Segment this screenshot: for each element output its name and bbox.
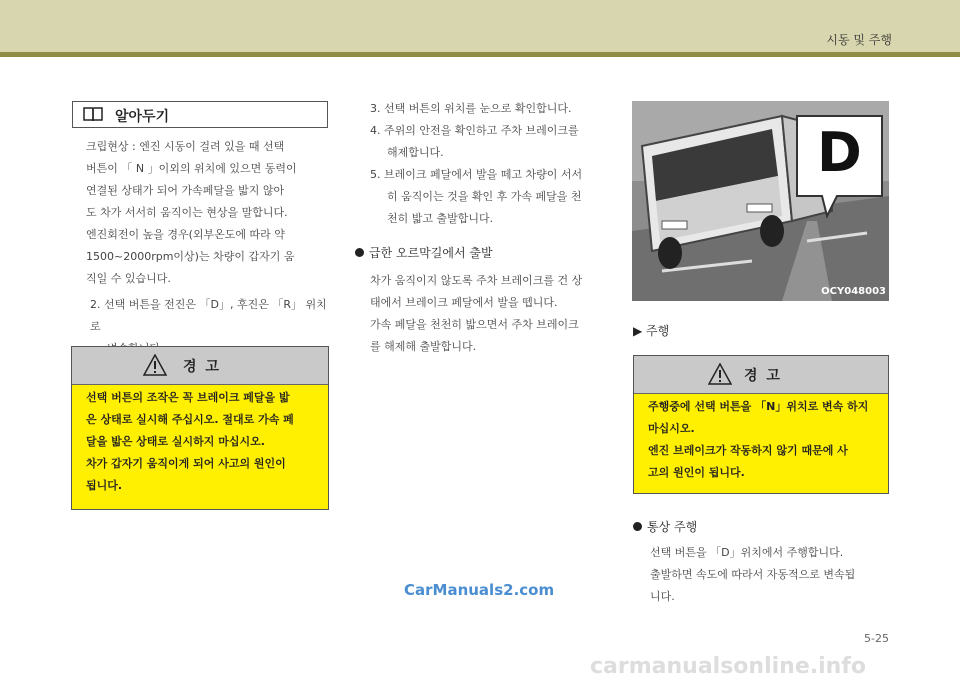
normal-line: 니다. (650, 590, 675, 603)
warning-line: 마십시오. (648, 422, 695, 435)
slope-heading (355, 244, 493, 261)
warning-line: 달을 밟은 상태로 실시하지 마십시오. (86, 435, 265, 448)
normal-line: 선택 버튼을 「D」위치에서 주행합니다. (650, 546, 844, 559)
note-box-title (72, 101, 328, 128)
warning-line: 됩니다. (86, 479, 123, 492)
slope-line: 태에서 브레이크 페달에서 발을 뗍니다. (370, 296, 558, 309)
slope-body (370, 270, 620, 358)
warning-triangle-icon (708, 363, 732, 385)
warning-header (634, 356, 888, 394)
warning-line: 주행중에 선택 버튼을 「N」위치로 변속 하지 (648, 400, 869, 413)
slope-line: 차가 움직이지 않도록 주차 브레이크를 건 상 (370, 274, 583, 287)
warning-body (634, 394, 888, 484)
step-line: 2. 선택 버튼을 전진은 「D」, 후진은 「R」 위치로 (90, 298, 327, 333)
note-line: 1500~2000rpm이상)는 차량이 갑자기 움 (86, 250, 295, 263)
book-icon (83, 106, 103, 126)
steps-mid (370, 98, 620, 230)
warning-line: 은 상태로 실시해 주십시오. 절대로 가속 페 (86, 413, 294, 426)
warning-line: 고의 원인이 됩니다. (648, 466, 745, 479)
slope-line: 를 해제해 출발합니다. (370, 340, 477, 353)
bus-photo (632, 101, 889, 301)
watermark: carmanualsonline.info (590, 654, 866, 679)
section-title: 시동 및 주행 (826, 33, 892, 47)
driving-heading: ▶ 주행 (633, 324, 670, 338)
page-number: 5-25 (864, 632, 889, 645)
warning-box-left (71, 346, 329, 510)
warning-body (72, 385, 328, 497)
warning-line: 엔진 브레이크가 작동하지 않기 때문에 사 (648, 444, 848, 457)
warning-box-right (633, 355, 889, 494)
note-line: 크립현상 : 엔진 시동이 걸려 있을 때 선택 (86, 140, 285, 153)
note-title: 알아두기 (115, 109, 170, 125)
normal-heading (633, 518, 697, 535)
note-line: 연결된 상태가 되어 가속페달을 밟지 않아 (86, 184, 285, 197)
step-line: 히 움직이는 것을 확인 후 가속 페달을 천 (387, 190, 582, 203)
note-line: 직일 수 있습니다. (86, 272, 171, 285)
warning-line: 선택 버튼의 조작은 꼭 브레이크 페달을 밟 (86, 391, 290, 404)
bullet-dot-icon (633, 522, 642, 531)
photo-code: OCY048003 (821, 286, 886, 297)
carmanuals-link[interactable]: CarManuals2.com (404, 581, 555, 599)
step-line: 5. 브레이크 페달에서 발을 떼고 차량이 서서 (370, 168, 583, 181)
normal-body (650, 542, 895, 608)
slope-heading-text: 급한 오르막길에서 출발 (369, 246, 493, 260)
note-line: 엔진회전이 높을 경우(외부온도에 따라 약 (86, 228, 285, 241)
header-band (0, 0, 960, 52)
step-line: 천히 밟고 출발합니다. (387, 212, 494, 225)
warning-label: 경 고 (744, 368, 782, 384)
warning-triangle-icon (143, 354, 167, 376)
bullet-dot-icon (355, 248, 364, 257)
step-line: 3. 선택 버튼의 위치를 눈으로 확인합니다. (370, 102, 572, 115)
warning-line: 차가 갑자기 움직이게 되어 사고의 원인이 (86, 457, 286, 470)
normal-line: 출발하면 속도에 따라서 자동적으로 변속됩 (650, 568, 856, 581)
step-line: 4. 주위의 안전을 확인하고 주차 브레이크를 (370, 124, 579, 137)
gear-letter: D (817, 121, 862, 184)
note-body (86, 136, 330, 290)
warning-header (72, 347, 328, 385)
header-rule (0, 52, 960, 57)
normal-heading-text: 통상 주행 (647, 520, 698, 534)
warning-label: 경 고 (183, 359, 221, 375)
step-line: 해제합니다. (387, 146, 444, 159)
note-line: 버튼이 「 N 」이외의 위치에 있으면 동력이 (86, 162, 297, 175)
note-line: 도 차가 서서히 움직이는 현상을 말합니다. (86, 206, 288, 219)
slope-line: 가속 페달을 천천히 밟으면서 주차 브레이크 (370, 318, 579, 331)
